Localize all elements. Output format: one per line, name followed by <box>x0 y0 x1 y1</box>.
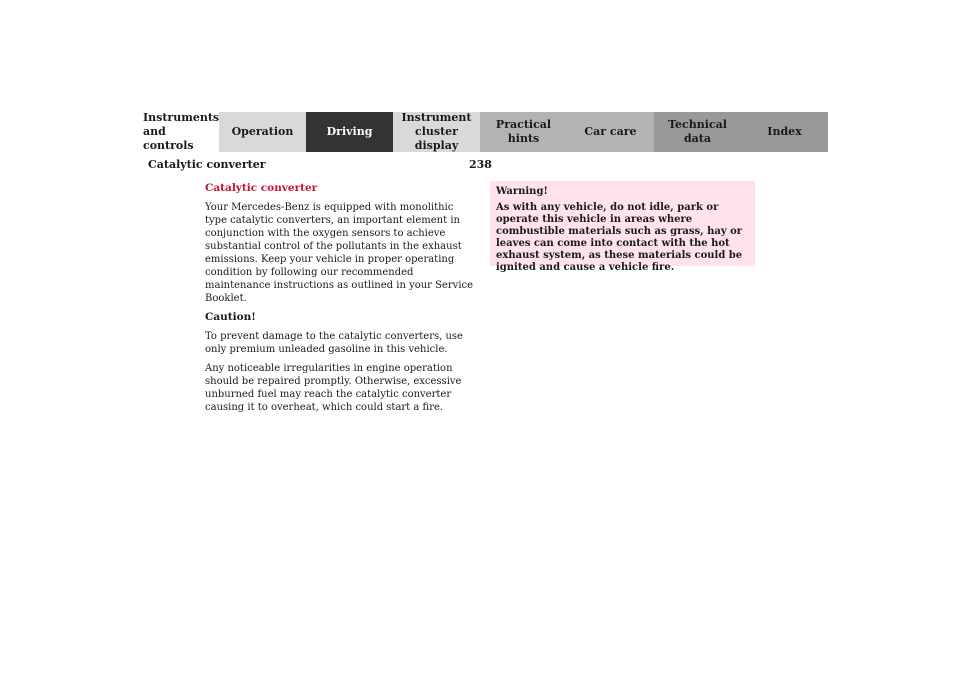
warning-box <box>490 181 755 273</box>
tab-technical-data[interactable]: Technical data <box>654 112 741 152</box>
tab-car-care[interactable]: Car care <box>567 112 654 152</box>
tab-instruments-and-controls[interactable]: Instruments and controls <box>132 112 219 152</box>
page-number: 238 <box>469 158 492 171</box>
main-content <box>205 182 475 420</box>
section-title: Catalytic converter <box>205 182 318 194</box>
tab-instrument-cluster-display[interactable]: Instrument cluster display <box>393 112 480 152</box>
caution-paragraph: Any noticeable irregularities in engine operation should be repaired promptly. Otherwise, excessive unburned fuel may reach the catalytic converter causing it to overheat, which could start a fire. <box>205 363 462 413</box>
tab-driving[interactable]: Driving <box>306 112 393 152</box>
tab-index[interactable]: Index <box>741 112 828 152</box>
caution-title: Caution! <box>205 311 256 323</box>
page-header-title: Catalytic converter <box>148 158 266 171</box>
section-nav <box>132 112 828 152</box>
tab-operation[interactable]: Operation <box>219 112 306 152</box>
tab-practical-hints[interactable]: Practical hints <box>480 112 567 152</box>
intro-paragraph: Your Mercedes-Benz is equipped with monolithic type catalytic converters, an important element in conjunction with the oxygen sensors to achieve substantial control of the pollutants in the exhaust emissions. Keep your vehicle in proper operating condition by following our recommended maintenance instructions as outlined in your Service Booklet. <box>205 202 474 304</box>
caution-paragraph: To prevent damage to the catalytic converters, use only premium unleaded gasoline in this vehicle. <box>205 331 463 355</box>
warning-title: Warning! <box>496 186 548 197</box>
warning-text: As with any vehicle, do not idle, park or operate this vehicle in areas where combustible materials such as grass, hay or leaves can come into contact with the hot exhaust system, as these materials could be ignited and cause a vehicle fire. <box>496 202 743 273</box>
